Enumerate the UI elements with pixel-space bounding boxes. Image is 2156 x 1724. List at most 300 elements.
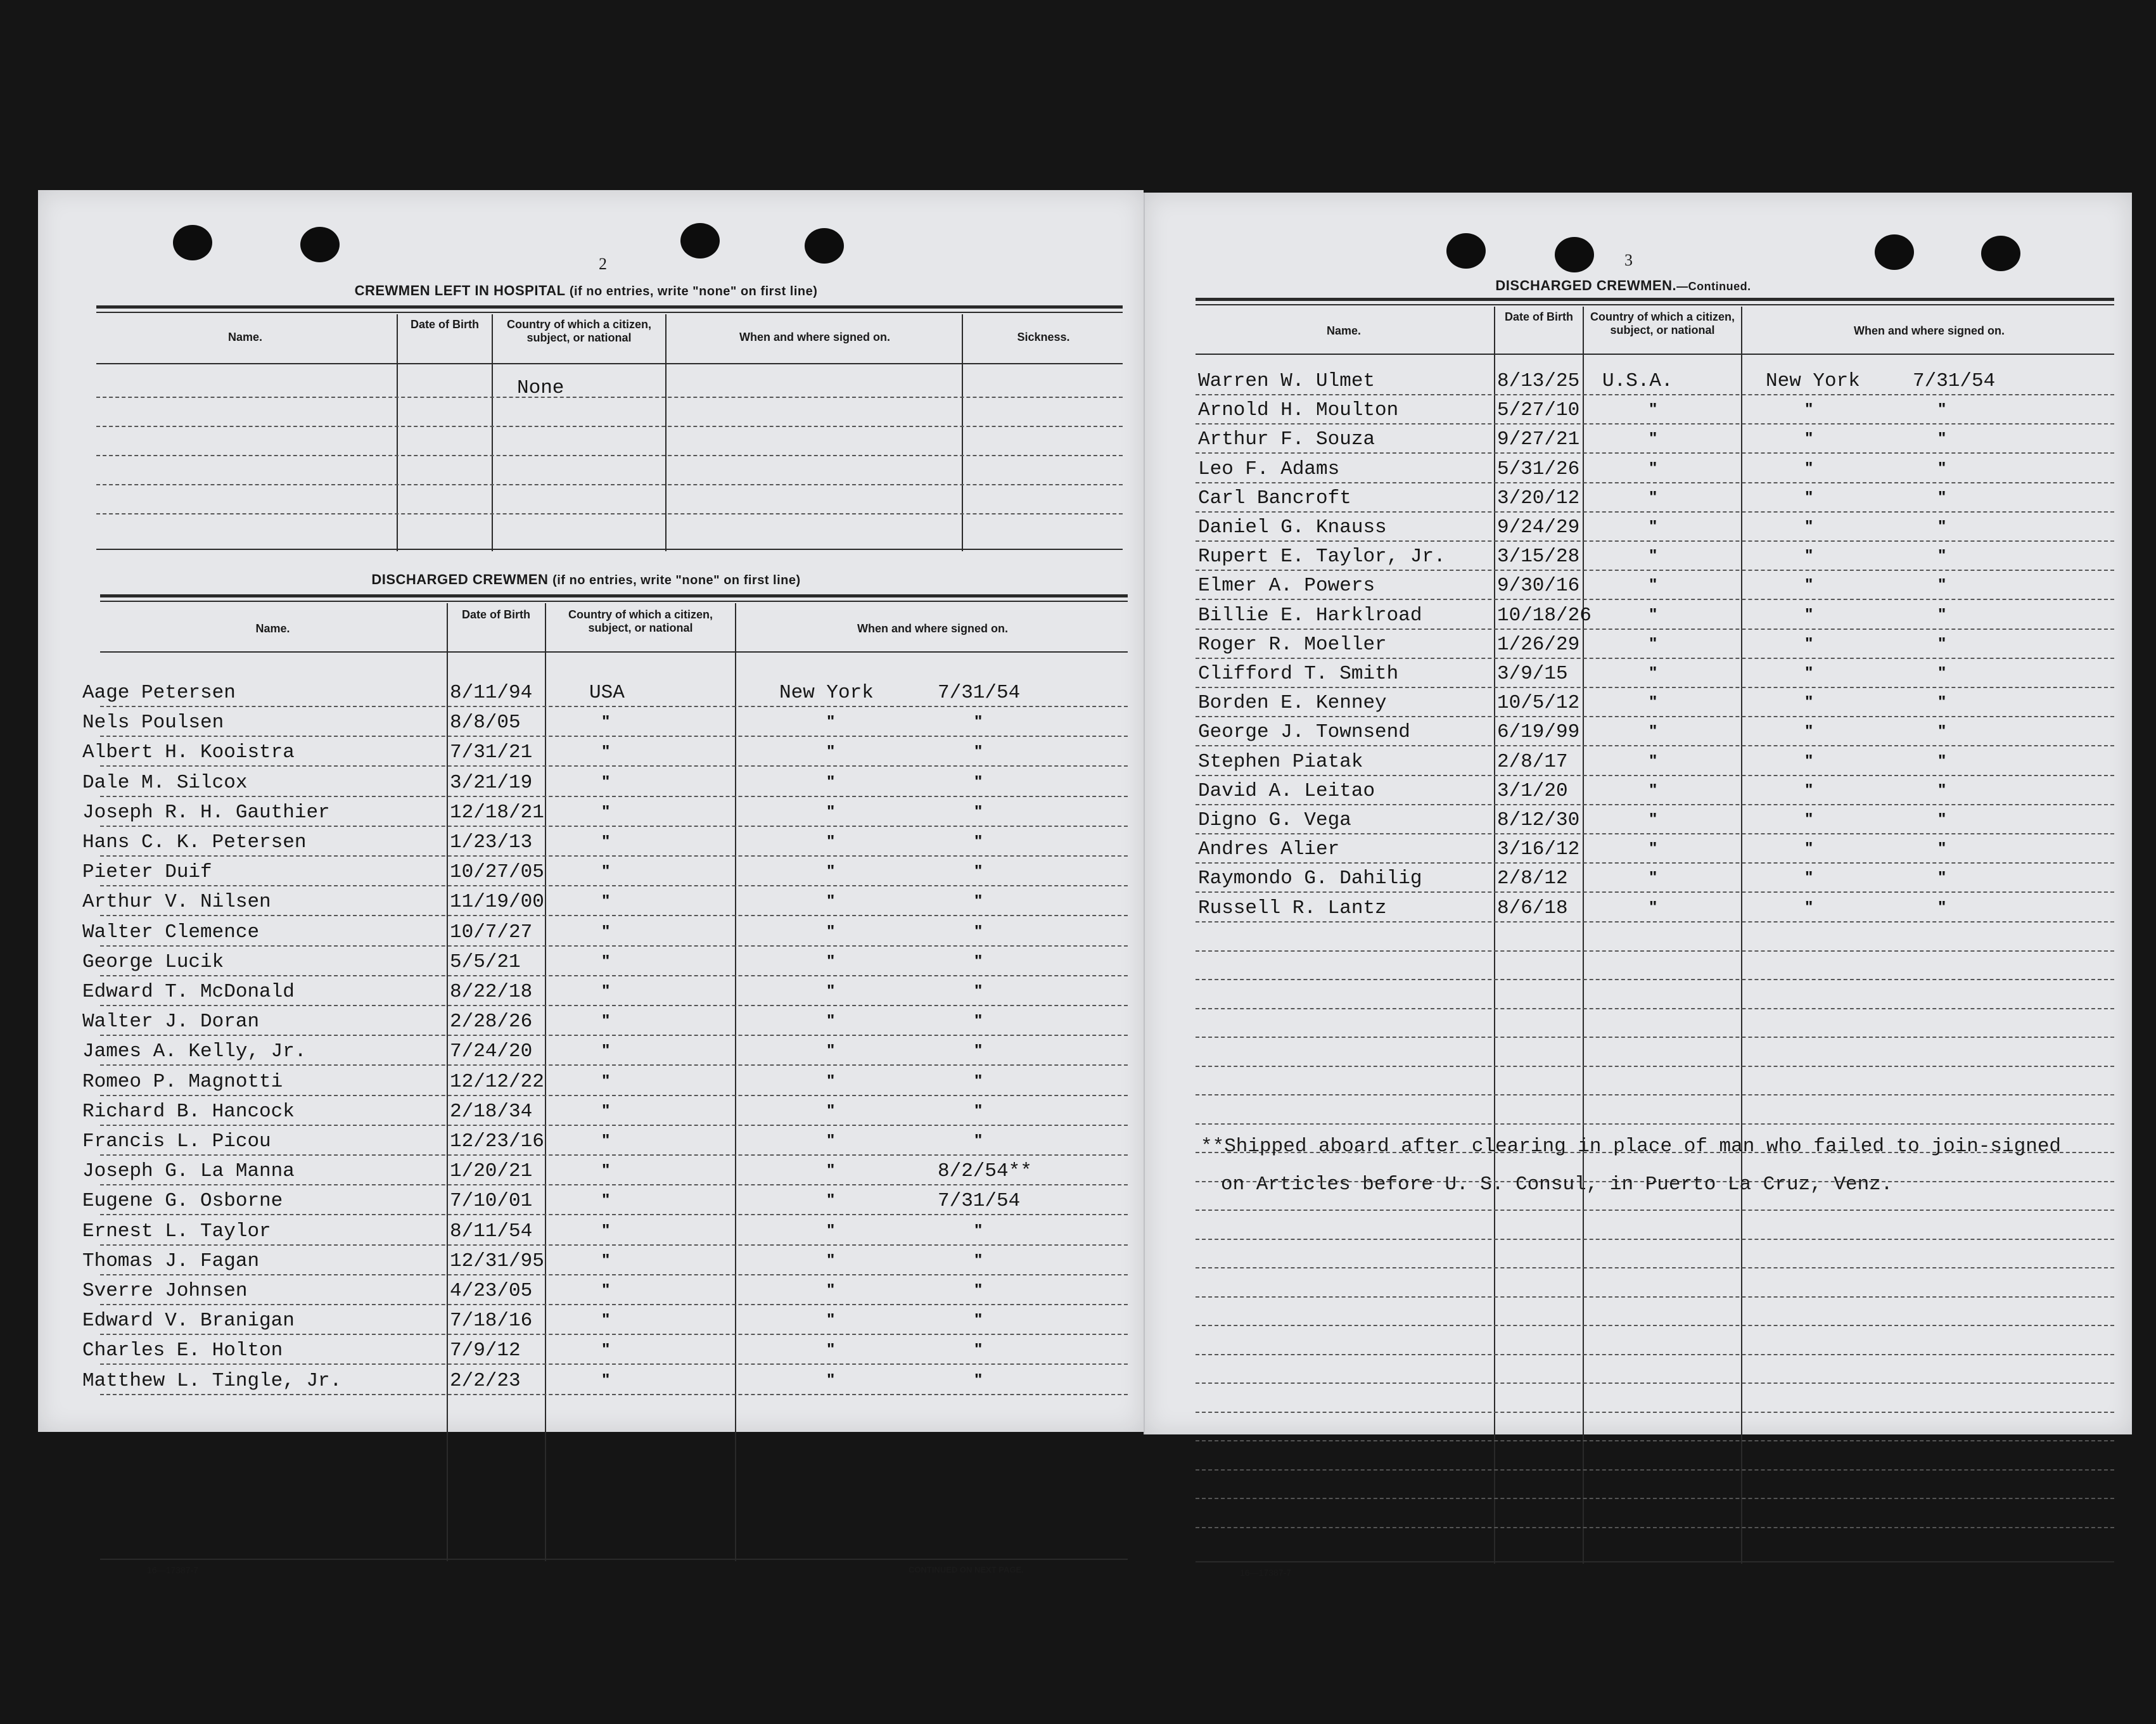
crew-when: " <box>1938 575 1946 594</box>
rule <box>1196 354 2114 355</box>
crew-country: U.S.A. <box>1602 370 1673 392</box>
crew-when: " <box>974 1370 983 1389</box>
crew-name: Joseph R. H. Gauthier <box>82 801 330 824</box>
row-line <box>1196 423 2114 425</box>
crew-when: " <box>1938 721 1946 740</box>
crew-where: " <box>827 712 835 731</box>
row-line <box>1196 658 2114 659</box>
row-line <box>1196 629 2114 630</box>
crew-name: Arthur V. Nilsen <box>82 891 271 913</box>
page-number: 3 <box>1624 251 1633 269</box>
crew-dob: 3/1/20 <box>1497 780 1568 802</box>
crew-dob: 8/22/18 <box>450 981 533 1003</box>
crew-dob: 12/18/21 <box>450 801 544 824</box>
rule <box>100 601 1128 602</box>
crew-country: " <box>1649 546 1657 565</box>
punch-hole <box>173 225 212 260</box>
crew-country: " <box>602 1011 610 1030</box>
crew-when: " <box>974 1040 983 1059</box>
punch-hole <box>805 228 844 264</box>
crew-country: " <box>602 1280 610 1299</box>
crew-when: " <box>1938 546 1946 565</box>
hospital-header-signed-on: When and where signed on. <box>739 331 891 343</box>
crew-where: " <box>1805 516 1813 535</box>
crew-where: " <box>1805 428 1813 447</box>
crew-where: " <box>827 1250 835 1269</box>
crew-where: " <box>1805 780 1813 799</box>
crew-dob: 12/23/16 <box>450 1130 544 1153</box>
rule <box>100 594 1128 597</box>
crew-name: Russell R. Lantz <box>1198 897 1387 919</box>
crew-dob: 2/8/12 <box>1497 867 1568 890</box>
crew-where: " <box>827 1190 835 1209</box>
crew-where: " <box>827 1339 835 1358</box>
row-line <box>1196 921 2114 923</box>
hospital-header-country: Country of which a citizen, subject, or national <box>506 318 651 344</box>
crew-dob: 10/27/05 <box>450 861 544 883</box>
crew-country: " <box>602 891 610 910</box>
right-header-country: Country of which a citizen, subject, or national <box>1590 310 1735 336</box>
crew-dob: 10/7/27 <box>450 921 533 943</box>
crew-country: " <box>602 921 610 940</box>
crew-name: Edward T. McDonald <box>82 981 295 1003</box>
crew-when: " <box>974 861 983 880</box>
crew-where: " <box>1805 751 1813 770</box>
crew-dob: 8/6/18 <box>1497 897 1568 919</box>
crew-where: " <box>827 1310 835 1329</box>
crew-country: " <box>1649 780 1657 799</box>
punch-hole <box>1981 236 2020 271</box>
column-divider <box>1741 307 1742 1564</box>
crew-where: " <box>827 921 835 940</box>
entry-line <box>1196 1412 2114 1413</box>
crew-where: New York <box>1766 370 1860 392</box>
crew-dob: 2/2/23 <box>450 1370 521 1392</box>
column-divider <box>397 314 398 551</box>
rule <box>1196 1561 2114 1562</box>
footnote-line-2: on Articles before U. S. Consul, in Puerto La Cruz, Venz. <box>1221 1173 1893 1196</box>
row-line <box>100 1064 1128 1066</box>
row-line <box>1196 833 2114 834</box>
rule <box>100 651 1128 653</box>
crew-when: " <box>1938 692 1946 711</box>
crew-country: " <box>602 1130 610 1149</box>
crew-dob: 7/24/20 <box>450 1040 533 1063</box>
crew-when: " <box>974 741 983 760</box>
crew-country: " <box>602 1160 610 1179</box>
crew-dob: 3/15/28 <box>1497 546 1580 568</box>
crew-when: " <box>974 1220 983 1239</box>
crew-where: " <box>827 1370 835 1389</box>
crew-when: " <box>974 891 983 910</box>
crew-when: " <box>974 1130 983 1149</box>
crew-dob: 1/20/21 <box>450 1160 533 1182</box>
hospital-title-note: (if no entries, write "none" on first line) <box>569 284 818 298</box>
punch-hole <box>300 227 340 262</box>
crew-name: Romeo P. Magnotti <box>82 1071 283 1093</box>
crew-country: USA <box>589 682 625 704</box>
crew-name: Leo F. Adams <box>1198 458 1340 480</box>
crew-where: " <box>827 831 835 850</box>
crew-when: " <box>974 1280 983 1299</box>
crew-when: " <box>974 1339 983 1358</box>
crew-name: Elmer A. Powers <box>1198 575 1375 597</box>
entry-line <box>1196 1008 2114 1009</box>
continued-note: CONTINUED ON NEXT PAGE. <box>909 1565 1024 1574</box>
crew-when: " <box>1938 634 1946 653</box>
punch-hole <box>1875 234 1914 270</box>
crew-where: " <box>1805 809 1813 828</box>
crew-name: Joseph G. La Manna <box>82 1160 295 1182</box>
crew-country: " <box>602 1370 610 1389</box>
crew-where: " <box>1805 867 1813 886</box>
crew-dob: 6/19/99 <box>1497 721 1580 743</box>
crew-dob: 8/12/30 <box>1497 809 1580 831</box>
crew-name: Pieter Duif <box>82 861 212 883</box>
crew-dob: 8/13/25 <box>1497 370 1580 392</box>
hospital-header-dob: Date of Birth <box>411 318 479 331</box>
crew-dob: 2/18/34 <box>450 1101 533 1123</box>
column-divider <box>962 314 963 551</box>
crew-when: " <box>974 801 983 820</box>
crew-name: Rupert E. Taylor, Jr. <box>1198 546 1446 568</box>
crew-name: Eugene G. Osborne <box>82 1190 283 1212</box>
crew-name: George Lucik <box>82 951 224 973</box>
crew-name: James A. Kelly, Jr. <box>82 1040 307 1063</box>
crew-country: " <box>1649 663 1657 682</box>
entry-line <box>1196 1440 2114 1441</box>
crew-country: " <box>1649 897 1657 916</box>
crew-country: " <box>602 951 610 970</box>
entry-line <box>1196 1037 2114 1038</box>
entry-line <box>1196 1498 2114 1499</box>
crew-country: " <box>1649 634 1657 653</box>
crew-where: " <box>1805 399 1813 418</box>
column-divider <box>447 603 448 1561</box>
row-line <box>100 1125 1128 1126</box>
row-line <box>100 826 1128 827</box>
crew-when: " <box>1938 516 1946 535</box>
crew-country: " <box>1649 838 1657 857</box>
crew-dob: 7/9/12 <box>450 1339 521 1362</box>
row-line <box>1196 540 2114 542</box>
crew-where: " <box>1805 692 1813 711</box>
crew-name: Ernest L. Taylor <box>82 1220 271 1242</box>
crew-country: " <box>1649 399 1657 418</box>
crew-when: 7/31/54 <box>938 1190 1021 1212</box>
crew-country: " <box>1649 604 1657 623</box>
row-line <box>1196 394 2114 395</box>
crew-dob: 11/19/00 <box>450 891 544 913</box>
crew-when: " <box>1938 663 1946 682</box>
row-line <box>100 1095 1128 1096</box>
crew-country: " <box>602 1220 610 1239</box>
crew-name: Warren W. Ulmet <box>1198 370 1375 392</box>
crew-dob: 2/28/26 <box>450 1011 533 1033</box>
entry-line <box>1196 1123 2114 1125</box>
crew-when: " <box>1938 458 1946 477</box>
row-line <box>100 796 1128 797</box>
crew-country: " <box>602 801 610 820</box>
row-line <box>100 736 1128 737</box>
crew-dob: 8/11/54 <box>450 1220 533 1242</box>
crew-country: " <box>602 741 610 760</box>
crew-dob: 9/27/21 <box>1497 428 1580 450</box>
crew-where: " <box>827 741 835 760</box>
crew-name: Stephen Piatak <box>1198 751 1363 773</box>
row-line <box>100 885 1128 886</box>
crew-country: " <box>602 712 610 731</box>
entry-line <box>96 513 1123 514</box>
row-line <box>1196 452 2114 454</box>
hospital-title-text: CREWMEN LEFT IN HOSPITAL <box>354 283 566 298</box>
row-line <box>100 1274 1128 1275</box>
punch-hole <box>680 223 720 259</box>
row-line <box>1196 804 2114 805</box>
crew-dob: 8/8/05 <box>450 712 521 734</box>
crew-country: " <box>602 1250 610 1269</box>
crew-dob: 8/11/94 <box>450 682 533 704</box>
crew-when: " <box>1938 867 1946 886</box>
row-line <box>100 1035 1128 1036</box>
page-number: 2 <box>599 255 607 273</box>
crew-when: " <box>974 831 983 850</box>
crew-name: Walter J. Doran <box>82 1011 260 1033</box>
row-line <box>100 706 1128 707</box>
right-title-text: DISCHARGED CREWMEN. <box>1495 278 1677 293</box>
discharged-section-title <box>101 571 1071 588</box>
crew-name: Nels Poulsen <box>82 712 224 734</box>
crew-dob: 7/10/01 <box>450 1190 533 1212</box>
row-line <box>1196 775 2114 776</box>
crew-when: " <box>974 921 983 940</box>
hospital-section-title <box>101 283 1071 299</box>
discharged-header-country: Country of which a citizen, subject, or national <box>568 608 713 634</box>
footnote-line-1: **Shipped aboard after clearing in place of man who failed to join-signed <box>1201 1135 2062 1158</box>
crew-where: " <box>827 1071 835 1090</box>
crew-dob: 3/20/12 <box>1497 487 1580 509</box>
crew-when: " <box>1938 751 1946 770</box>
row-line <box>100 1214 1128 1215</box>
crew-when: 8/2/54** <box>938 1160 1032 1182</box>
left-page <box>38 190 1144 1575</box>
crew-name: Daniel G. Knauss <box>1198 516 1387 539</box>
row-line <box>1196 862 2114 864</box>
crew-name: Arthur F. Souza <box>1198 428 1375 450</box>
crew-name: Matthew L. Tingle, Jr. <box>82 1370 342 1392</box>
crew-when: 7/31/54 <box>1913 370 1996 392</box>
crew-name: Francis L. Picou <box>82 1130 271 1153</box>
entry-line <box>1196 1296 2114 1298</box>
column-divider <box>1494 307 1495 1564</box>
crew-where: " <box>1805 721 1813 740</box>
crew-where: " <box>1805 604 1813 623</box>
crew-when: " <box>974 981 983 1000</box>
crew-where: " <box>827 861 835 880</box>
crew-when: " <box>1938 809 1946 828</box>
right-section-title <box>1196 278 2051 294</box>
crew-country: " <box>602 1101 610 1120</box>
crew-name: Dale M. Silcox <box>82 772 248 794</box>
entry-line <box>96 455 1123 456</box>
entry-line <box>1196 1469 2114 1471</box>
entry-line <box>1196 1094 2114 1095</box>
crew-where: " <box>1805 634 1813 653</box>
crew-country: " <box>602 1190 610 1209</box>
form-code: 16—17387-7 <box>1240 1568 1291 1578</box>
hospital-entry: None <box>517 377 565 399</box>
discharged-header-signed-on: When and where signed on. <box>857 622 1009 635</box>
row-line <box>100 945 1128 947</box>
row-line <box>100 1005 1128 1006</box>
entry-line <box>96 397 1123 398</box>
entry-line <box>1196 950 2114 952</box>
crew-dob: 2/8/17 <box>1497 751 1568 773</box>
crew-dob: 7/31/21 <box>450 741 533 763</box>
crew-when: " <box>1938 838 1946 857</box>
crew-when: " <box>1938 428 1946 447</box>
crew-country: " <box>1649 692 1657 711</box>
crew-name: Sverre Johnsen <box>82 1280 248 1302</box>
crew-where: " <box>827 1040 835 1059</box>
crew-name: Roger R. Moeller <box>1198 634 1387 656</box>
crew-country: " <box>602 1071 610 1090</box>
crew-name: Albert H. Kooistra <box>82 741 295 763</box>
row-line <box>100 975 1128 976</box>
row-line <box>100 1304 1128 1305</box>
crew-where: " <box>827 1220 835 1239</box>
row-line <box>100 1363 1128 1365</box>
crew-country: " <box>1649 516 1657 535</box>
crew-country: " <box>602 1339 610 1358</box>
crew-dob: 3/21/19 <box>450 772 533 794</box>
crew-country: " <box>1649 575 1657 594</box>
crew-name: Billie E. Harklroad <box>1198 604 1422 627</box>
crew-country: " <box>1649 458 1657 477</box>
crew-when: " <box>974 1310 983 1329</box>
row-line <box>100 1244 1128 1246</box>
crew-dob: 7/18/16 <box>450 1310 533 1332</box>
crew-where: " <box>1805 838 1813 857</box>
entry-line <box>96 484 1123 485</box>
crew-dob: 5/27/10 <box>1497 399 1580 421</box>
crew-where: " <box>827 1160 835 1179</box>
crew-when: " <box>974 772 983 791</box>
crew-dob: 5/31/26 <box>1497 458 1580 480</box>
crew-country: " <box>602 1310 610 1329</box>
entry-line <box>1196 1382 2114 1384</box>
rule <box>96 312 1123 313</box>
crew-name: George J. Townsend <box>1198 721 1410 743</box>
discharged-title-text: DISCHARGED CREWMEN <box>371 571 549 587</box>
crew-when: " <box>1938 897 1946 916</box>
entry-line <box>1196 1066 2114 1067</box>
crew-when: " <box>974 1250 983 1269</box>
crew-country: " <box>602 861 610 880</box>
crew-where: " <box>1805 458 1813 477</box>
entry-line <box>96 426 1123 427</box>
entry-line <box>1196 1267 2114 1268</box>
crew-dob: 1/23/13 <box>450 831 533 853</box>
crew-name: Clifford T. Smith <box>1198 663 1399 685</box>
crew-when: " <box>1938 780 1946 799</box>
column-divider <box>492 314 493 551</box>
crew-name: Thomas J. Fagan <box>82 1250 260 1272</box>
row-line <box>100 1154 1128 1156</box>
crew-dob: 9/30/16 <box>1497 575 1580 597</box>
rule <box>96 305 1123 309</box>
crew-where: " <box>1805 897 1813 916</box>
crew-where: " <box>827 1280 835 1299</box>
crew-dob: 1/26/29 <box>1497 634 1580 656</box>
punch-hole <box>1446 233 1486 269</box>
crew-dob: 12/12/22 <box>450 1071 544 1093</box>
entry-line <box>1196 979 2114 980</box>
crew-country: " <box>1649 867 1657 886</box>
crew-name: Edward V. Branigan <box>82 1310 295 1332</box>
crew-country: " <box>602 831 610 850</box>
crew-where: " <box>827 981 835 1000</box>
rule <box>96 363 1123 364</box>
crew-where: " <box>827 1130 835 1149</box>
crew-when: " <box>1938 399 1946 418</box>
row-line <box>1196 687 2114 688</box>
crew-name: Carl Bancroft <box>1198 487 1351 509</box>
row-line <box>100 915 1128 916</box>
crew-dob: 3/16/12 <box>1497 838 1580 860</box>
discharged-title-note: (if no entries, write "none" on first line) <box>552 573 801 587</box>
crew-where: New York <box>779 682 874 704</box>
crew-name: Digno G. Vega <box>1198 809 1351 831</box>
crew-dob: 9/24/29 <box>1497 516 1580 539</box>
crew-country: " <box>1649 751 1657 770</box>
entry-line <box>1196 1354 2114 1355</box>
crew-name: Aage Petersen <box>82 682 236 704</box>
crew-name: Walter Clemence <box>82 921 260 943</box>
crew-where: " <box>1805 487 1813 506</box>
crew-where: " <box>1805 575 1813 594</box>
crew-name: Arnold H. Moulton <box>1198 399 1399 421</box>
form-code: 16—17387-7 <box>147 1565 198 1575</box>
row-line <box>1196 482 2114 483</box>
rule <box>1196 298 2114 301</box>
discharged-header-name: Name. <box>255 622 290 635</box>
right-header-signed-on: When and where signed on. <box>1853 324 2005 337</box>
crew-country: " <box>1649 809 1657 828</box>
crew-dob: 12/31/95 <box>450 1250 544 1272</box>
crew-name: Richard B. Hancock <box>82 1101 295 1123</box>
right-header-name: Name. <box>1326 324 1362 337</box>
crew-name: Borden E. Kenney <box>1198 692 1387 714</box>
crew-dob: 10/5/12 <box>1497 692 1580 714</box>
crew-name: Charles E. Holton <box>82 1339 283 1362</box>
row-line <box>100 765 1128 767</box>
crew-where: " <box>827 772 835 791</box>
row-line <box>1196 570 2114 571</box>
entry-line <box>1196 1210 2114 1211</box>
crew-dob: 4/23/05 <box>450 1280 533 1302</box>
crew-where: " <box>827 801 835 820</box>
crew-country: " <box>602 981 610 1000</box>
row-line <box>1196 716 2114 717</box>
column-divider <box>665 314 667 551</box>
right-header-dob: Date of Birth <box>1505 310 1573 323</box>
right-page <box>1144 193 2132 1578</box>
crew-when: " <box>1938 487 1946 506</box>
entry-line <box>1196 1239 2114 1240</box>
row-line <box>100 1334 1128 1335</box>
crew-where: " <box>827 1101 835 1120</box>
